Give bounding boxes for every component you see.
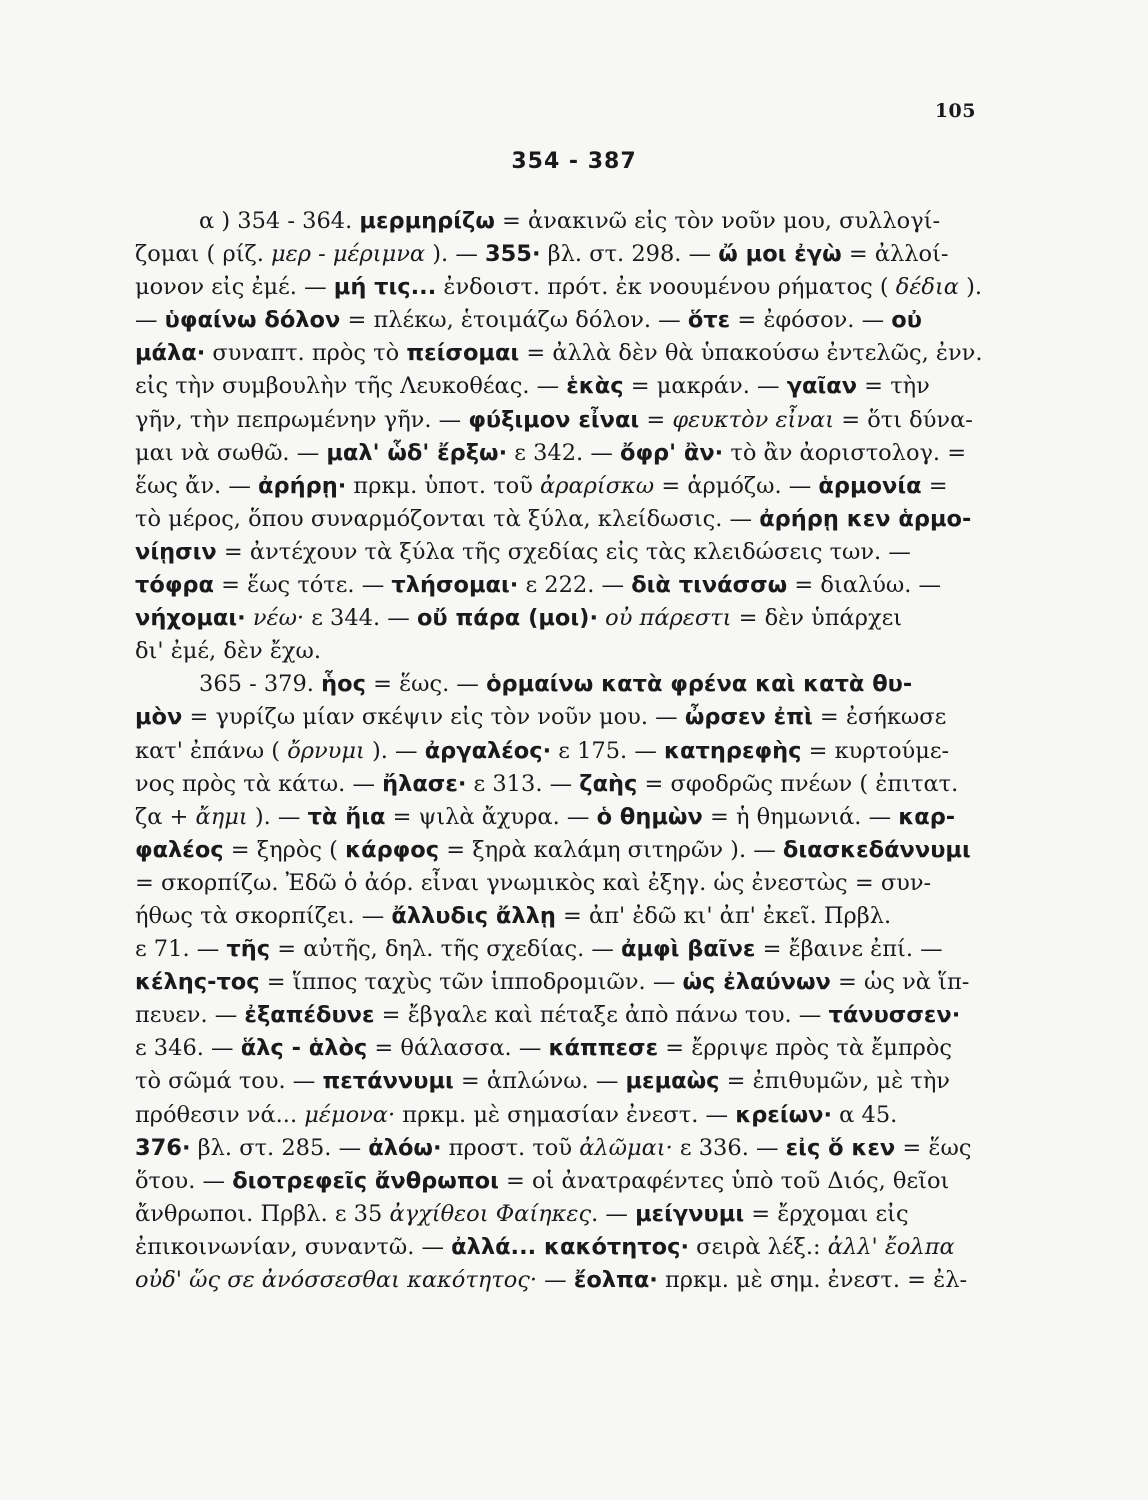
text-line: 376· βλ. στ. 285. — ἀλόω· προστ. τοῦ ἀλῶμαι· ε 336. — εἰς ὅ κεν = ἕως [135, 1134, 972, 1161]
text-line: α ) 354 - 364. μερμηρίζω = ἀνακινῶ εἰς τὸν νοῦν μου, συλλογί- [199, 208, 941, 234]
text-line: οὐδ' ὥς σε ἀνόσσεσθαι κακότητος· — ἔολπα· πρκμ. μὲ σημ. ἐνεστ. = ἐλ- [135, 1267, 968, 1293]
text-line: ήθως τὰ σκορπίζει. — ἄλλυδις ἄλλῃ = ἀπ' ἐδῶ κι' ἀπ' ἐκεῖ. Πρβλ. [135, 902, 892, 929]
commentary-text [135, 205, 983, 1297]
text-line: μονον εἰς ἐμέ. — μή τις... ἐνδοιστ. πρότ. ἐκ νοουμένου ρήματος ( δέδια ). [135, 274, 983, 301]
text-line: γῆν, τὴν πεπρωμένην γῆν. — φύξιμον εἶναι = φευκτὸν εἶναι = ὅτι δύνα- [135, 406, 973, 433]
text-line: τὸ σῶμά του. — πετάννυμι = ἁπλώνω. — μεμαὼς = ἐπιθυμῶν, μὲ τὴν [135, 1068, 950, 1095]
text-line: ὅτου. — διοτρεφεῖς ἄνθρωποι = οἱ ἀνατραφέντες ὑπὸ τοῦ Διός, θεῖοι [135, 1167, 950, 1194]
page-number: 105 [934, 100, 976, 122]
text-line: κέλης-τος = ἵππος ταχὺς τῶν ἱπποδρομιῶν. — ὡς ἐλαύνων = ὡς νὰ ἵπ- [135, 969, 970, 996]
text-line: ἕως ἄν. — ἀρήρῃ· πρκμ. ὑποτ. τοῦ ἀραρίσκω = ἁρμόζω. — ἁρμονία = [135, 472, 948, 499]
text-line: = σκορπίζω. Ἐδῶ ὁ ἀόρ. εἶναι γνωμικὸς καὶ ἐξηγ. ὡς ἐνεστὼς = συν- [135, 869, 932, 896]
text-line: νήχομαι· νέω· ε 344. — οὔ πάρα (μοι)· οὐ πάρεστι = δὲν ὑπάρχει [135, 605, 903, 632]
text-line: νος πρὸς τὰ κάτω. — ἤλασε· ε 313. — ζαὴς = σφοδρῶς πνέων ( ἐπιτατ. [135, 770, 959, 797]
text-line: μὸν = γυρίζω μίαν σκέψιν εἰς τὸν νοῦν μου. — ὦρσεν ἐπὶ = ἐσήκωσε [135, 704, 947, 731]
text-line: ἐπικοινωνίαν, συναντῶ. — ἀλλά... κακότητος· σειρὰ λέξ.: ἀλλ' ἔολπα [135, 1233, 955, 1260]
text-line: ἄνθρωποι. Πρβλ. ε 35 ἀγχίθεοι Φαίηκες. — μείγνυμι = ἔρχομαι εἰς [135, 1200, 909, 1227]
text-line: ε 71. — τῆς = αὐτῆς, δηλ. τῆς σχεδίας. — ἀμφὶ βαῖνε = ἔβαινε ἐπί. — [135, 936, 943, 963]
text-line: μαι νὰ σωθῶ. — μαλ' ὧδ' ἔρξω· ε 342. — ὄφρ' ἂν· τὸ ἂν ἀοριστολογ. = [135, 439, 967, 466]
text-line: κατ' ἐπάνω ( ὄρνυμι ). — ἀργαλέος· ε 175. — κατηρεφὴς = κυρτούμε- [135, 737, 950, 764]
text-line: τὸ μέρος, ὅπου συναρμόζονται τὰ ξύλα, κλείδωσις. — ἀρήρῃ κεν ἁρμο- [135, 505, 972, 532]
text-line: εἰς τὴν συμβουλὴν τῆς Λευκοθέας. — ἑκὰς = μακράν. — γαῖαν = τὴν [135, 373, 930, 400]
text-line: ζομαι ( ρίζ. μερ - μέριμνα ). — 355· βλ. στ. 298. — ὤ μοι ἐγὼ = ἀλλοί- [135, 241, 949, 268]
text-line: πρόθεσιν νά... μέμονα· πρκμ. μὲ σημασίαν ἐνεστ. — κρείων· α 45. [135, 1101, 898, 1128]
text-line: ε 346. — ἅλς - ἁλὸς = θάλασσα. — κάππεσε = ἔρριψε πρὸς τὰ ἔμπρὸς [135, 1035, 953, 1062]
text-line: νίῃσιν = ἀντέχουν τὰ ξύλα τῆς σχεδίας εἰς τὰς κλειδώσεις των. — [135, 538, 911, 565]
text-line: δι' ἐμέ, δὲν ἔχω. [135, 638, 322, 665]
section-heading: 354 - 387 [511, 149, 637, 174]
text-line: — ὑφαίνω δόλον = πλέκω, ἑτοιμάζω δόλον. — ὅτε = ἐφόσον. — οὐ [135, 307, 922, 334]
text-line: ζα + ἄημι ). — τὰ ἤια = ψιλὰ ἄχυρα. — ὁ θημὼν = ἡ θημωνιά. — καρ- [135, 803, 956, 830]
text-line: μάλα· συναπτ. πρὸς τὸ πείσομαι = ἀλλὰ δὲν θὰ ὑπακούσω ἐντελῶς, ἐνν. [135, 340, 983, 367]
text-line: 365 - 379. ἧος = ἕως. — ὁρμαίνω κατὰ φρένα καὶ κατὰ θυ- [199, 671, 913, 698]
text-line: πευεν. — ἐξαπέδυνε = ἔβγαλε καὶ πέταξε ἀπὸ πάνω του. — τάνυσσεν· [135, 1002, 961, 1029]
text-line: τόφρα = ἕως τότε. — τλήσομαι· ε 222. — διὰ τινάσσω = διαλύω. — [135, 572, 942, 599]
text-line: φαλέος = ξηρὸς ( κάρφος = ξηρὰ καλάμη σιτηρῶν ). — διασκεδάννυμι [135, 836, 971, 863]
